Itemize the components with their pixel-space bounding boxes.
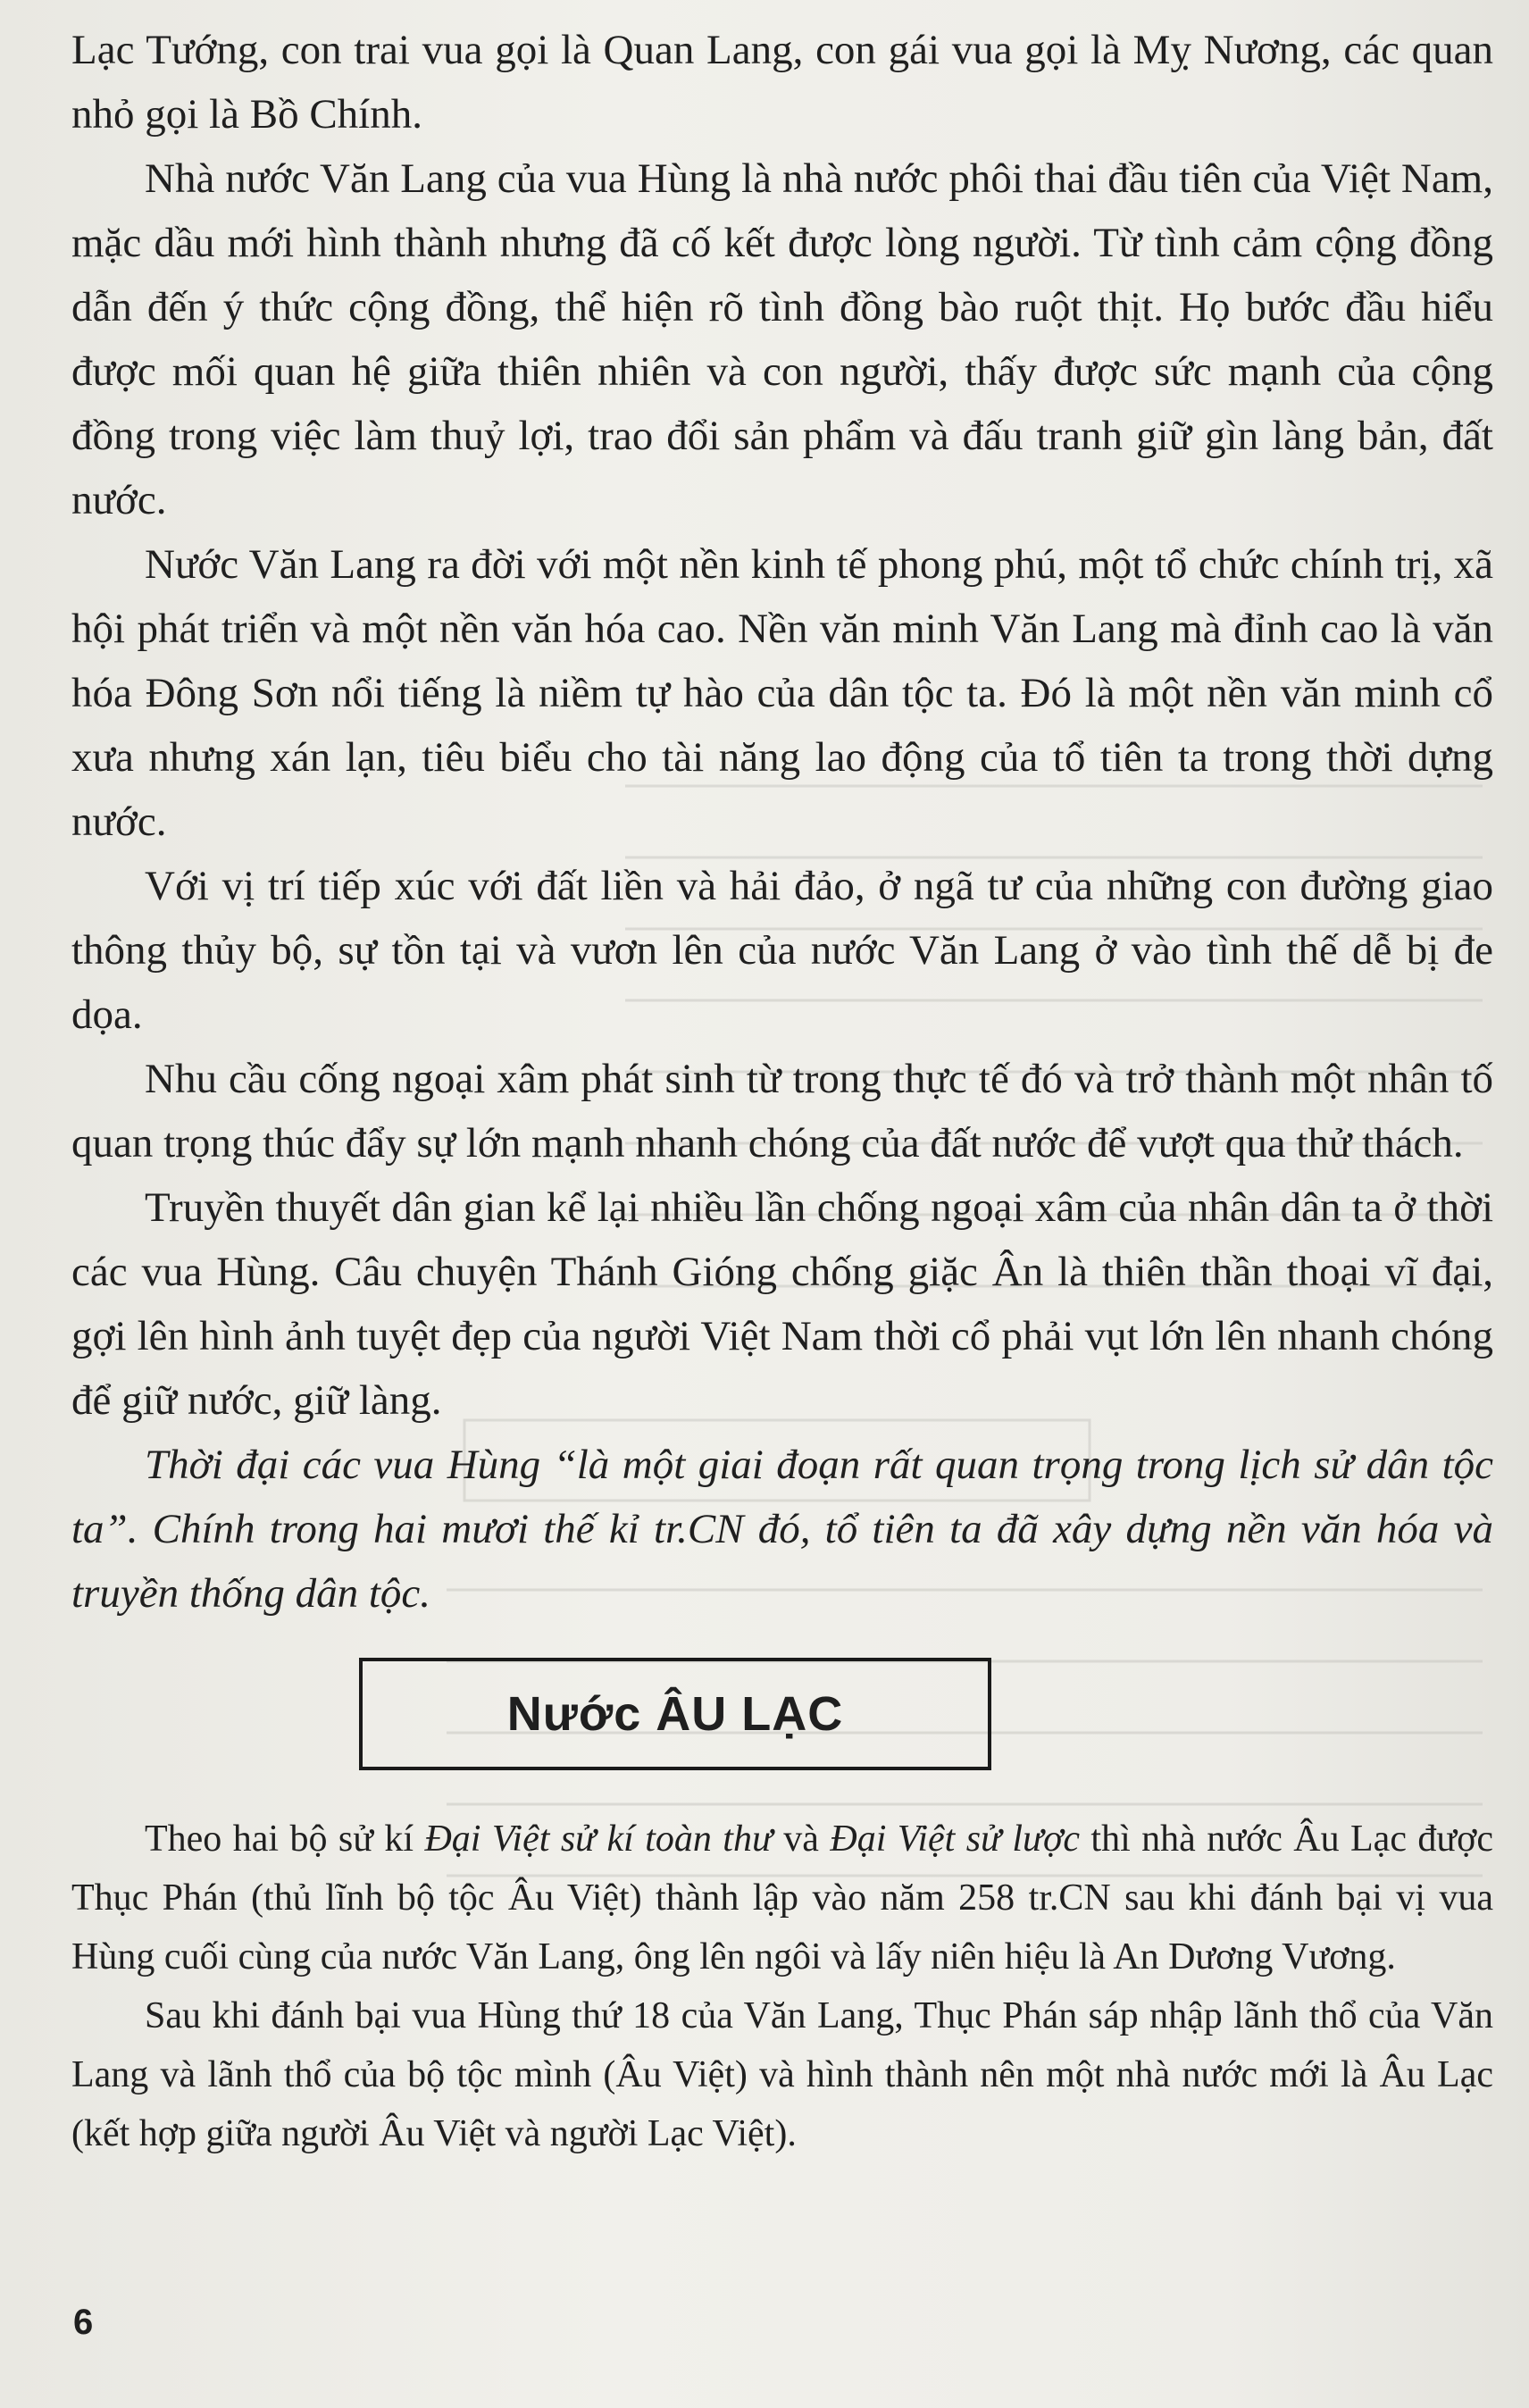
paragraph-defense-need: Nhu cầu cống ngoại xâm phát sinh từ trong thực tế đó và trở thành một nhân tố quan trọng thúc đẩy sự lớn mạnh nhanh chóng của đất nước để vượt qua thử thách. (71, 1056, 1493, 1166)
paragraph-continuation: Lạc Tướng, con trai vua gọi là Quan Lang, con gái vua gọi là Mỵ Nương, các quan nhỏ gọi là Bồ Chính. (71, 27, 1493, 138)
paragraph-van-lang-economy: Nước Văn Lang ra đời với một nền kinh tế phong phú, một tổ chức chính trị, xã hội phát triển và một nền văn hóa cao. Nền văn minh Văn Lang mà đỉnh cao là văn hóa Đông Sơn nổi tiếng là niềm tự hào của dân tộc ta. Đó là một nền văn minh cổ xưa nhưng xán lạn, tiêu biểu cho tài năng lao động của tổ tiên ta trong thời dựng nước. (71, 541, 1493, 845)
paragraph-legends: Truyền thuyết dân gian kể lại nhiều lần chống ngoại xâm của nhân dân ta ở thời các vua Hùng. Câu chuyện Thánh Gióng chống giặc Ân là thiên thần thoại vĩ đại, gợi lên hình ảnh tuyệt đẹp của người Việt Nam thời cổ phải vụt lớn lên nhanh chóng để giữ nước, giữ làng. (71, 1184, 1493, 1424)
text-segment: Theo hai bộ sử kí (145, 1819, 425, 1860)
section-title: Nước ÂU LẠC (506, 1687, 844, 1741)
paragraph-au-lac-founding (71, 1810, 1493, 1986)
text-segment: và (772, 1819, 831, 1860)
page-number: 6 (73, 2303, 94, 2342)
book-title-su-luoc: Đại Việt sử lược (830, 1819, 1081, 1860)
section-title-box (359, 1658, 991, 1770)
book-title-toan-thu: Đại Việt sử kí toàn thư (424, 1819, 773, 1860)
paragraph-geography: Với vị trí tiếp xúc với đất liền và hải đảo, ở ngã tư của những con đường giao thông thủy bộ, sự tồn tại và vươn lên của nước Văn Lang ở vào tình thế dễ bị đe dọa. (71, 863, 1493, 1038)
paragraph-quote: Thời đại các vua Hùng “là một giai đoạn rất quan trọng trong lịch sử dân tộc ta”. Chính trong hai mươi thế kỉ tr.CN đó, tổ tiên ta đã xây dựng nền văn hóa và truyền thống dân tộc. (71, 1442, 1493, 1617)
text-segment: thì nhà nước Âu Lạc được Thục Phán (thủ lĩnh bộ tộc Âu Việt) thành lập vào năm 258 tr.CN sau khi đánh bại vị vua Hùng cuối cùng của nước Văn Lang, ông lên ngôi và lấy niên hiệu là An Dương Vương. (71, 1819, 1493, 1977)
paragraph-au-lac-formation: Sau khi đánh bại vua Hùng thứ 18 của Văn Lang, Thục Phán sáp nhập lãnh thổ của Văn Lang và lãnh thổ của bộ tộc mình (Âu Việt) và hình thành nên một nhà nước mới là Âu Lạc (kết hợp giữa người Âu Việt và người Lạc Việt). (71, 1995, 1493, 2154)
page-content (71, 18, 1493, 2163)
paragraph-van-lang-state: Nhà nước Văn Lang của vua Hùng là nhà nước phôi thai đầu tiên của Việt Nam, mặc dầu mới hình thành nhưng đã cố kết được lòng người. Từ tình cảm cộng đồng dẫn đến ý thức cộng đồng, thể hiện rõ tình đồng bào ruột thịt. Họ bước đầu hiểu được mối quan hệ giữa thiên nhiên và con người, thấy được sức mạnh của cộng đồng trong việc làm thuỷ lợi, trao đổi sản phẩm và đấu tranh giữ gìn làng bản, đất nước. (71, 155, 1493, 523)
